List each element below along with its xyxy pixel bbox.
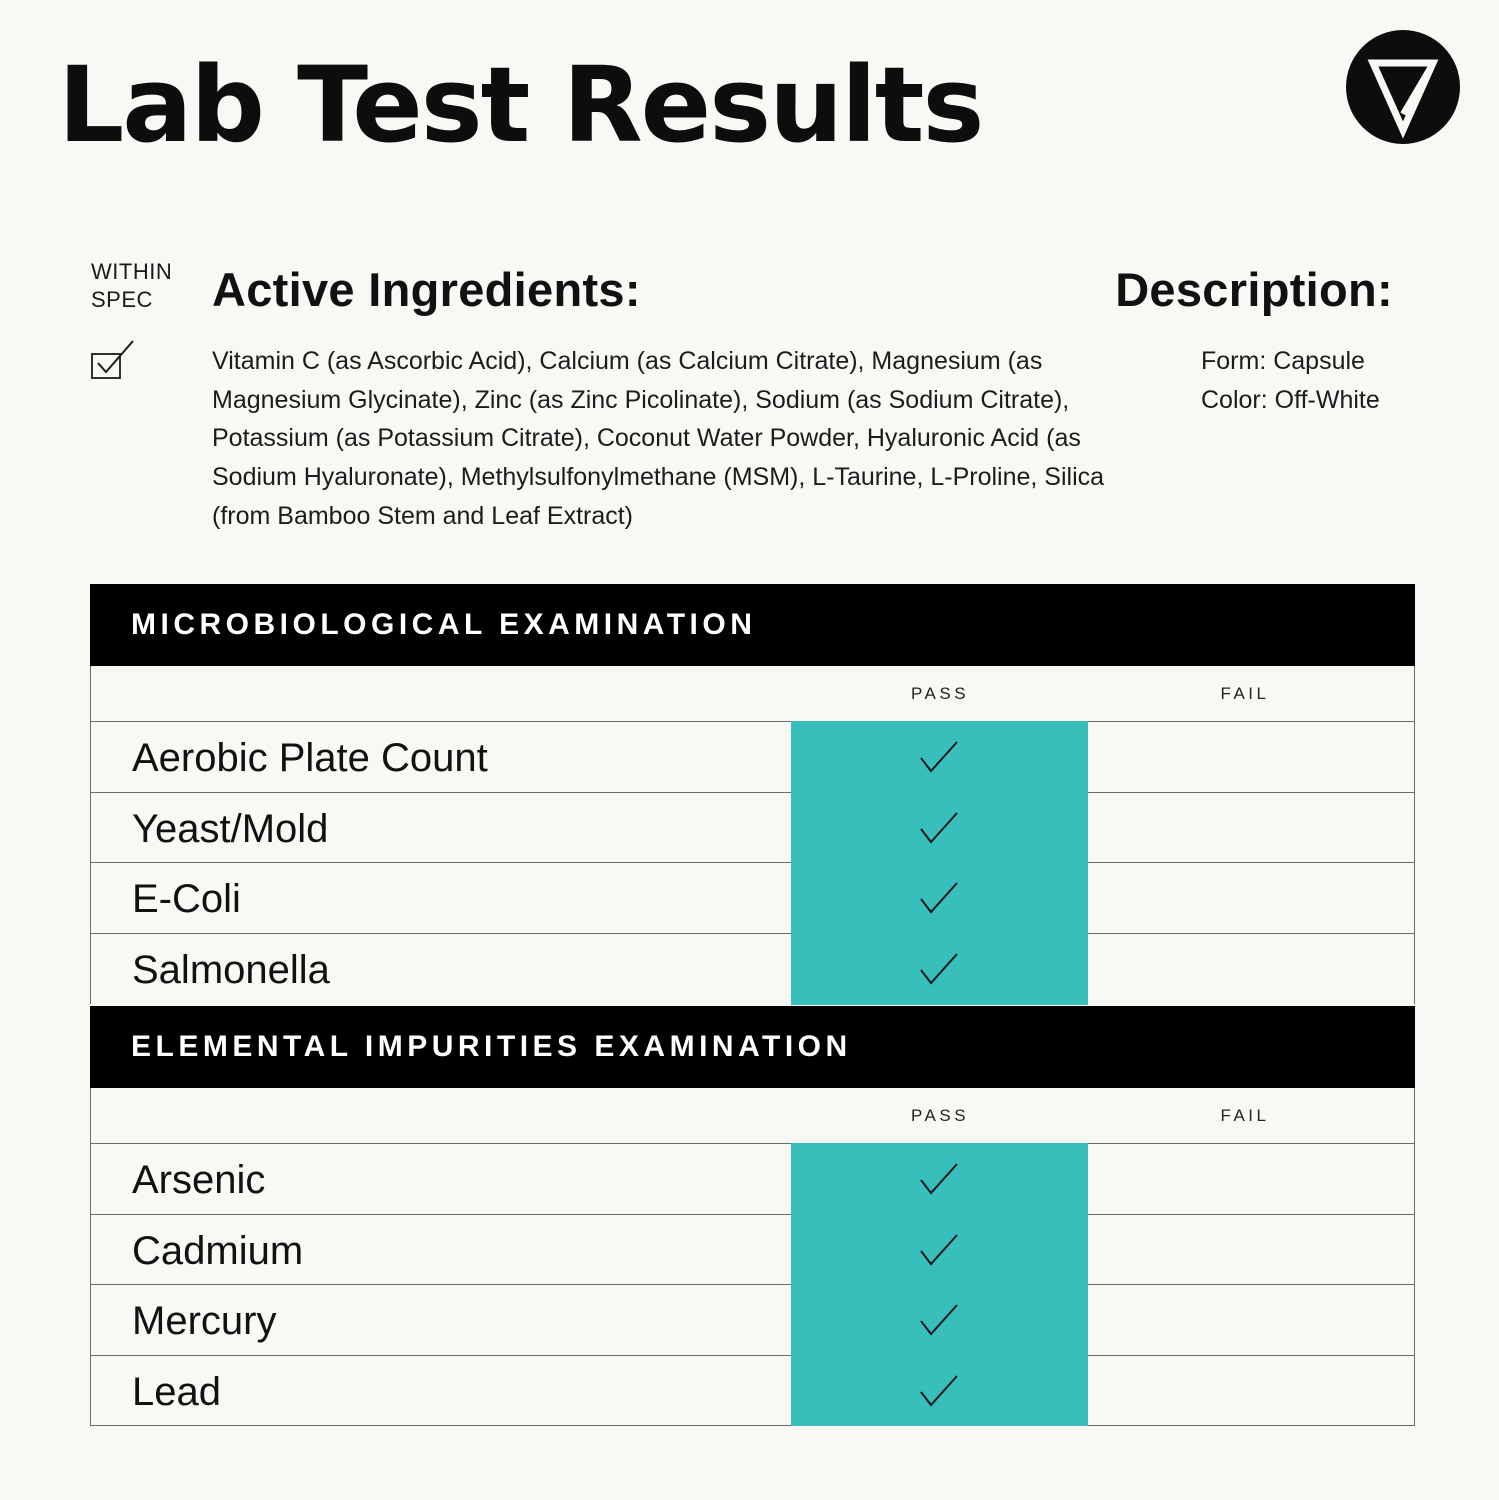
section-header: ELEMENTAL IMPURITIES EXAMINATION	[90, 1006, 1415, 1088]
pass-cell	[791, 721, 1088, 793]
test-name: Aerobic Plate Count	[132, 736, 488, 780]
checkbox-check-icon	[90, 338, 136, 382]
table-row	[91, 863, 1414, 934]
pass-cell	[791, 933, 1088, 1006]
check-icon	[919, 1303, 959, 1337]
description-form: Form: Capsule	[1201, 347, 1365, 375]
pass-cell	[791, 792, 1088, 864]
pass-column-header: PASS	[910, 1106, 970, 1125]
column-header-row	[91, 1088, 1414, 1144]
description-color: Color: Off-White	[1201, 385, 1380, 414]
pass-cell	[791, 1143, 1088, 1215]
test-name: E-Coli	[132, 877, 241, 921]
v-triangle-logo-icon	[1346, 30, 1460, 144]
table-row	[91, 934, 1414, 1005]
check-icon	[919, 811, 959, 845]
table-row	[91, 793, 1414, 864]
pass-cell	[791, 862, 1088, 934]
check-icon	[919, 740, 959, 774]
test-name: Arsenic	[132, 1158, 266, 1202]
active-ingredients-heading: Active Ingredients:	[212, 263, 641, 316]
within-spec-label	[91, 258, 191, 314]
pass-cell	[791, 1214, 1088, 1286]
pass-cell	[791, 1355, 1088, 1427]
table-row	[91, 1285, 1414, 1356]
elemental-impurities-table	[90, 1006, 1415, 1426]
test-name: Yeast/Mold	[132, 806, 329, 851]
section-header: MICROBIOLOGICAL EXAMINATION	[90, 584, 1415, 666]
table-row	[91, 722, 1414, 793]
test-name: Mercury	[132, 1299, 277, 1343]
check-icon	[919, 1233, 959, 1267]
pass-cell	[791, 1284, 1088, 1356]
within-spec-line1: WITHIN	[91, 259, 173, 284]
description-details	[1201, 342, 1380, 419]
microbiological-table	[90, 584, 1415, 1004]
description-heading: Description:	[1115, 263, 1393, 316]
check-icon	[919, 881, 959, 915]
within-spec-line2: SPEC	[91, 287, 153, 312]
table-row	[91, 1215, 1414, 1286]
page-title: Lab Test Results	[58, 44, 983, 166]
test-name: Cadmium	[132, 1228, 304, 1273]
test-name: Salmonella	[132, 947, 330, 992]
test-name: Lead	[132, 1369, 221, 1414]
column-header-row	[91, 666, 1414, 722]
fail-column-header: FAIL	[1220, 684, 1270, 703]
active-ingredients-text: Vitamin C (as Ascorbic Acid), Calcium (as Calcium Citrate), Magnesium (as Magnesium Glycinate), Zinc (as Zinc Picolinate), Sodium (as Sodium Citrate), Potassium (as Potassium Citrate), Coconut Water Powder, Hyaluronic Acid (as Sodium Hyaluronate), Methylsulfonylmethane (MSM), L-Taurine, L-Proline, Silica (from Bamboo Stem and Leaf Extract)	[212, 347, 1105, 530]
fail-column-header: FAIL	[1220, 1106, 1270, 1125]
table-row	[91, 1144, 1414, 1215]
table-row	[91, 1356, 1414, 1427]
check-icon	[919, 952, 959, 986]
check-icon	[919, 1374, 959, 1408]
check-icon	[919, 1162, 959, 1196]
pass-column-header: PASS	[910, 684, 970, 703]
